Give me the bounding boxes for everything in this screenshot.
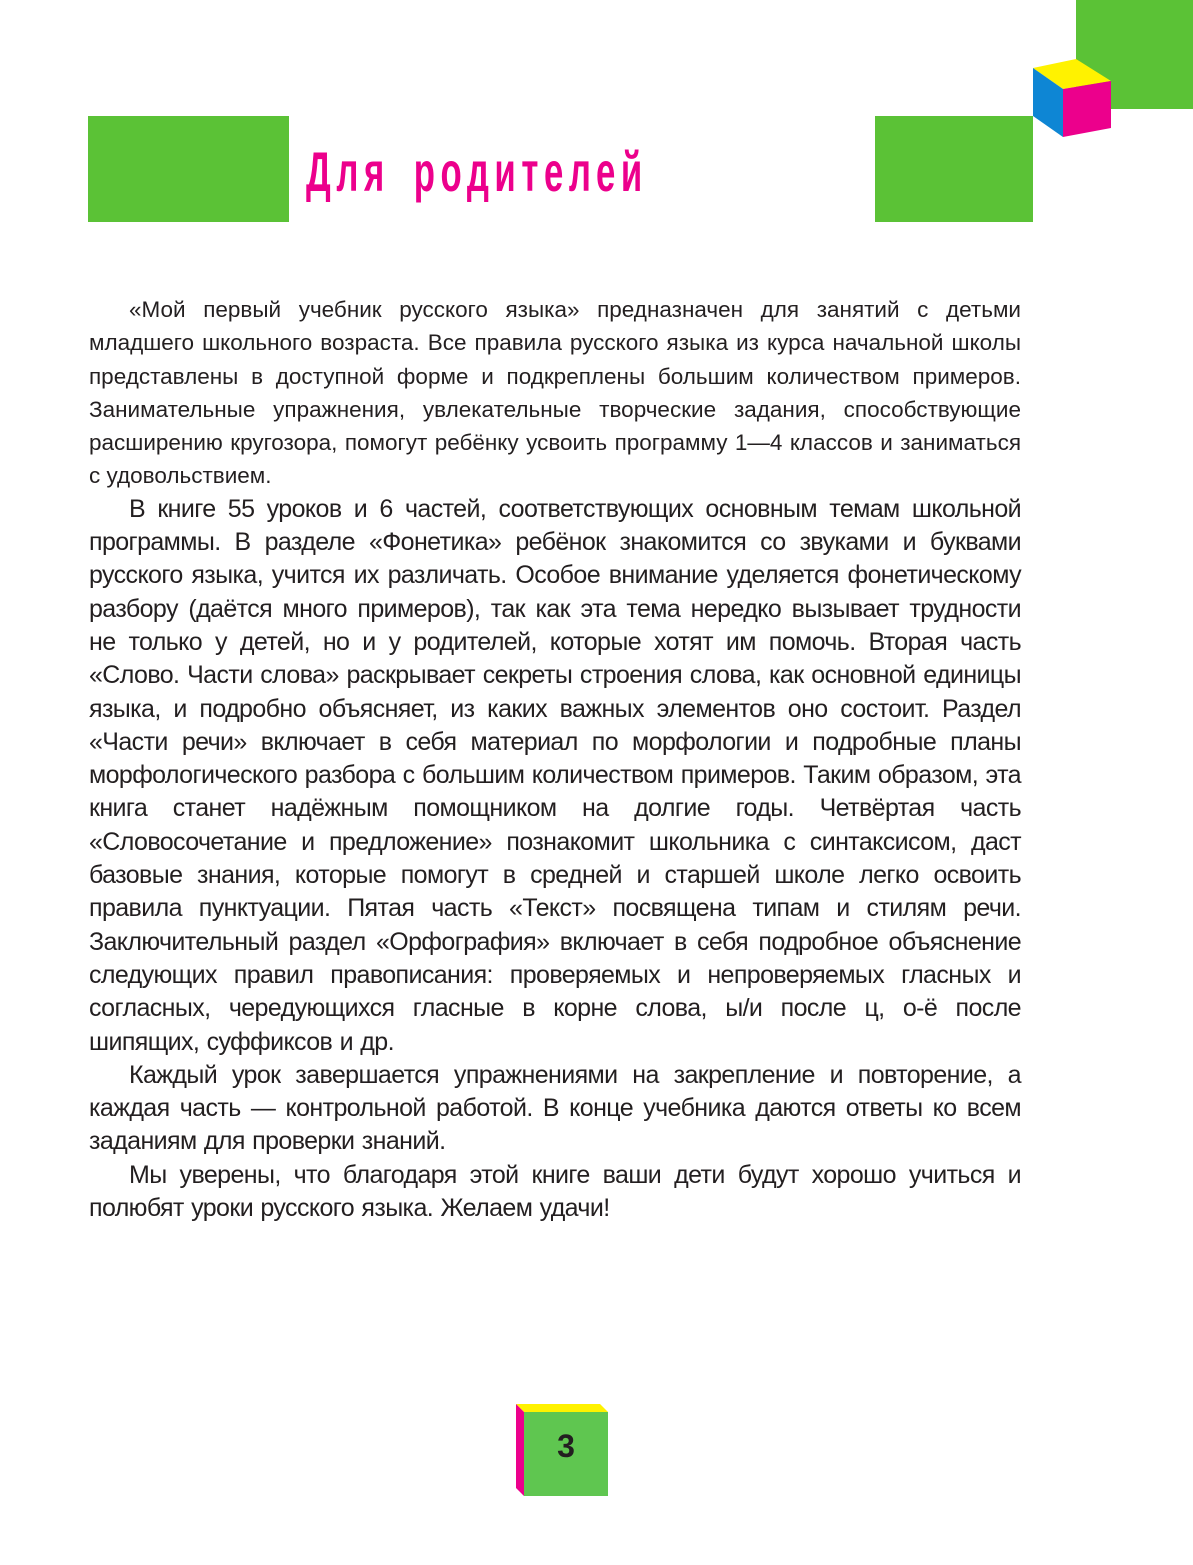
paragraph-closing: Мы уверены, что благодаря этой книге ваши дети будут хорошо учиться и полюбят уроки русского языка. Желаем удачи! (89, 1160, 1021, 1223)
paragraph-lessons: Каждый урок завершается упражнениями на закрепление и повторение, а каждая часть — контрольной работой. В конце учебника даются ответы ко всем заданиям для проверки знаний. (89, 1060, 1021, 1156)
page-title: Для родителей (306, 140, 648, 203)
body-text (89, 293, 1021, 1225)
cube-icon (1030, 56, 1114, 140)
paragraph-intro: «Мой первый учебник русского языка» предназначен для занятий с детьми младшего школьного возраста. Все правила русского языка из курса начальной школы представлены в доступной форме и подкреплены большим количеством примеров. Занимательные упражнения, увлекательные творческие задания, способствующие расширению кругозора, помогут ребёнку усвоить программу 1—4 классов и заниматься с удовольствием. (89, 297, 1021, 489)
decorative-green-block-right (875, 116, 1033, 222)
paragraph-contents: В книге 55 уроков и 6 частей, соответствующих основным темам школьной программы. В разделе «Фонетика» ребёнок знакомится со звуками и буквами русского языка, учится их различать. Особое внимание уделяется фонетическому разбору (даётся много примеров), так как эта тема нередко вызывает трудности не только у детей, но и у родителей, которые хотят им помочь. Вторая часть «Слово. Части слова» раскрывает секреты строения слова, как основной единицы языка, и подробно объясняет, из каких важных элементов оно состоит. Раздел «Части речи» включает в себя материал по морфологии и подробные планы морфологического разбора с большим количеством примеров. Таким образом, эта книга станет надёжным помощником на долгие годы. Четвёртая часть «Словосочетание и предложение» познакомит школьника с синтаксисом, даст базовые знания, которые помогут в средней и старшей школе легко освоить правила пунктуации. Пятая часть «Текст» посвящена типам и стилям речи. Заключительный раздел «Орфография» включает в себя подробное объяснение следующих правил правописания: проверяемых и непроверяемых гласных и согласных, чередующихся гласные в корне слова, ы/и после ц, о-ё после шипящих, суффиксов и др. (89, 494, 1021, 1056)
page-number: 3 (557, 1427, 575, 1464)
decorative-green-block-left (88, 116, 289, 222)
